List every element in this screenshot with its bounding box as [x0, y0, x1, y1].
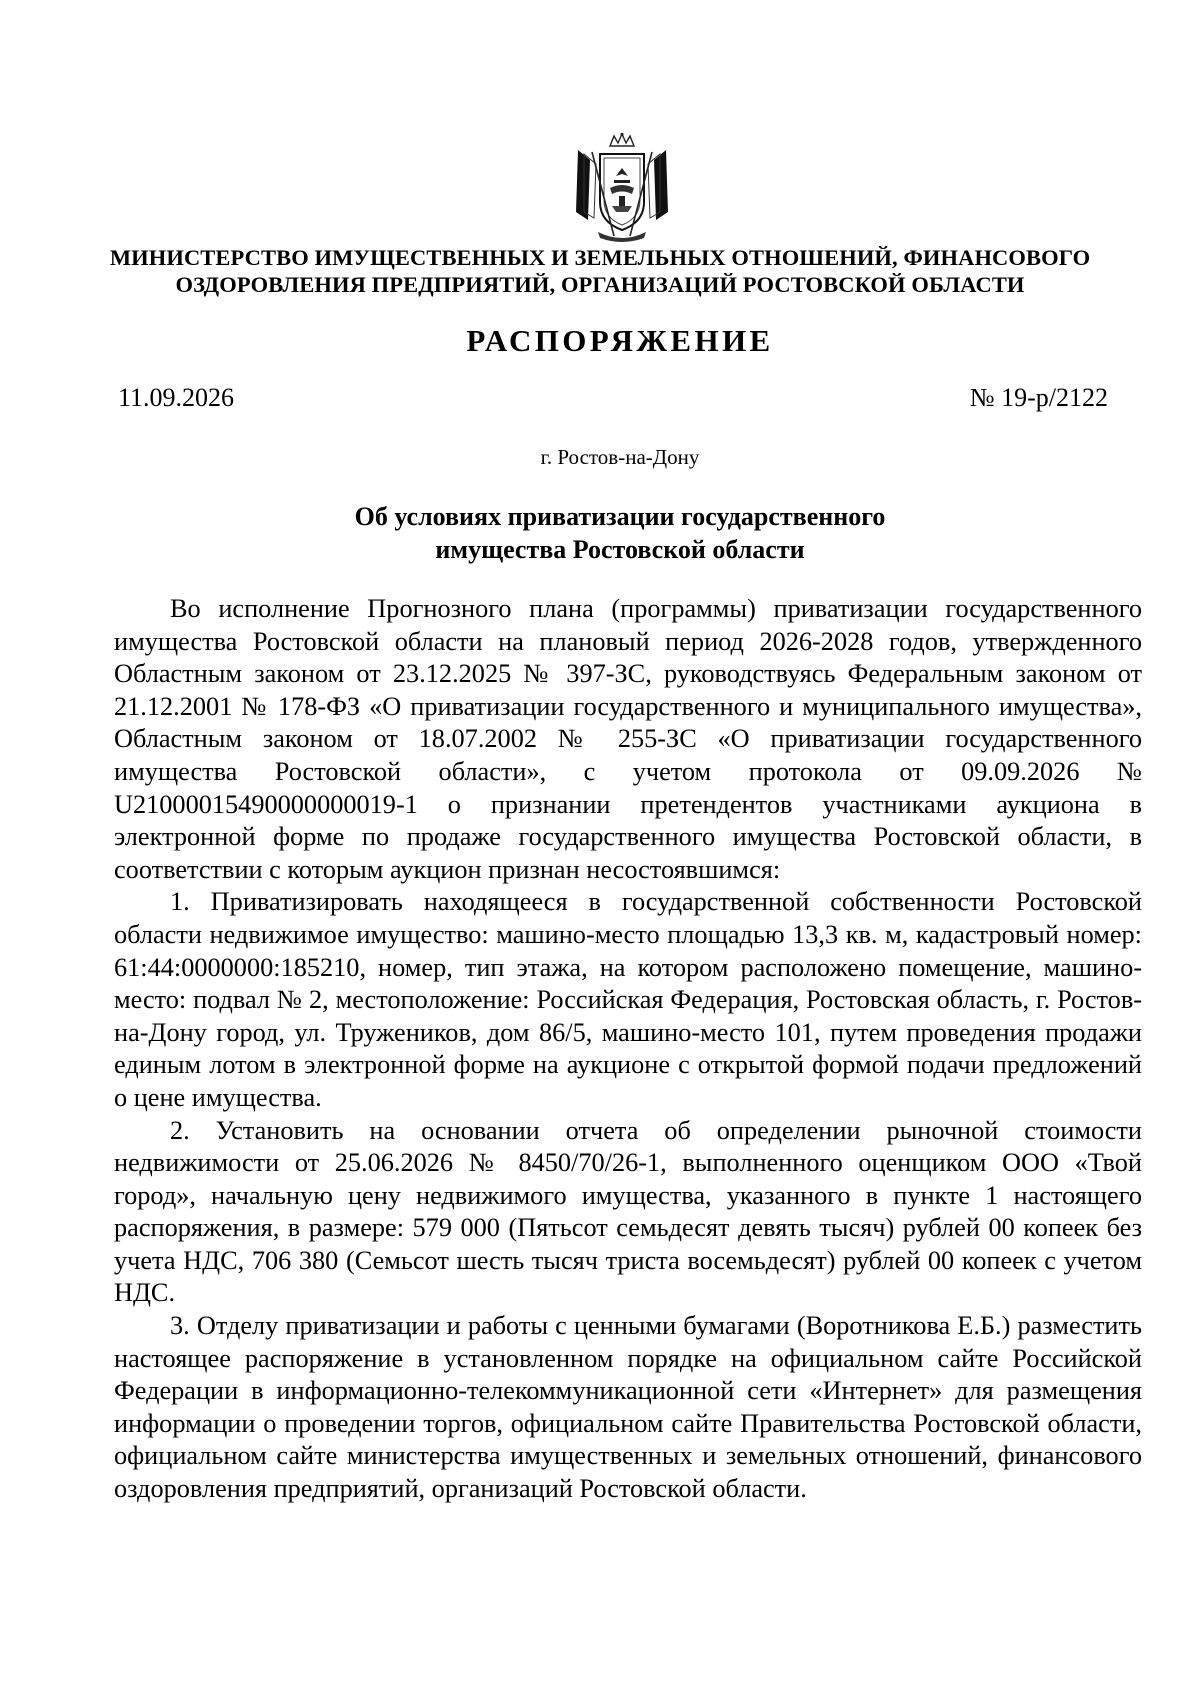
- ministry-name: [100, 244, 1100, 298]
- document-number: № 19-р/2122: [969, 383, 1108, 412]
- ministry-name-line-1: МИНИСТЕРСТВО ИМУЩЕСТВЕННЫХ И ЗЕМЕЛЬНЫХ ОТНОШЕНИЙ, ФИНАНСОВОГО: [109, 245, 1091, 270]
- item-3-paragraph: 3. Отделу приватизации и работы с ценными бумагами (Воротникова Е.Б.) разместить настоящее распоряжение в установленном порядке на официальном сайте Российской Федерации в информационно-телекоммуникационной сети «Интернет» для размещения информации о проведении торгов, официальном сайте Правительства Ростовской области, официальном сайте министерства имущественных и земельных отношений, финансового оздоровления предприятий, организаций Ростовской области.: [114, 1311, 1142, 1504]
- preamble-paragraph: Во исполнение Прогнозного плана (программы) приватизации государственного имущества Ростовской области на плановый период 2026-2028 годов, утвержденного Областным законом от 23.12.2025 № 397-ЗС, руководствуясь Федеральным законом от 21.12.2001 № 178-ФЗ «О приватизации государственного и муниципального имущества», Областным законом от 18.07.2002 № 255-ЗС «О приватизации государственного имущества Ростовской области», с учетом протокола от 09.09.2026 № U21000015490000000019-1 о признании претендентов участниками аукциона в электронной форме по продаже государственного имущества Ростовской области, в соответствии с которым аукцион признан несостоявшимся:: [114, 594, 1142, 884]
- item-2-paragraph: 2. Установить на основании отчета об определении рыночной стоимости недвижимости от 25.06.2026 № 8450/70/26-1, выполненного оценщиком ООО «Твой город», начальную цену недвижимого имущества, указанного в пункте 1 настоящего распоряжения, в размере: 579 000 (Пятьсот семьдесят девять тысяч) рублей 00 копеек без учета НДС, 706 380 (Семьсот шесть тысяч триста восемьдесят) рублей 00 копеек с учетом НДС.: [114, 1115, 1142, 1308]
- document-date: 11.09.2026: [118, 383, 235, 412]
- coat-of-arms-icon: [570, 132, 674, 244]
- document-title: [100, 500, 1140, 566]
- document-city: г. Ростов-на-Дону: [540, 445, 700, 469]
- document-title-line-2: имущества Ростовской области: [435, 535, 805, 564]
- item-1-paragraph: 1. Приватизировать находящееся в государственной собственности Ростовской области недвижимое имущество: машино-место площадью 13,3 кв. м, кадастровый номер: 61:44:0000000:185210, номер, тип этажа, на котором расположено помещение, машино-место: подвал № 2, местоположение: Российская Федерация, Ростовская область, г. Ростов-на-Дону город, ул. Тружеников, дом 86/5, машино-место 101, путем проведения продажи единым лотом в электронной форме на аукционе с открытой формой подачи предложений о цене имущества.: [114, 887, 1142, 1112]
- document-body: [114, 593, 1142, 1506]
- document-type-heading: РАСПОРЯЖЕНИЕ: [466, 323, 774, 358]
- document-title-line-1: Об условиях приватизации государственного: [354, 502, 886, 531]
- ministry-name-line-2: ОЗДОРОВЛЕНИЯ ПРЕДПРИЯТИЙ, ОРГАНИЗАЦИЙ РОСТОВСКОЙ ОБЛАСТИ: [175, 272, 1025, 297]
